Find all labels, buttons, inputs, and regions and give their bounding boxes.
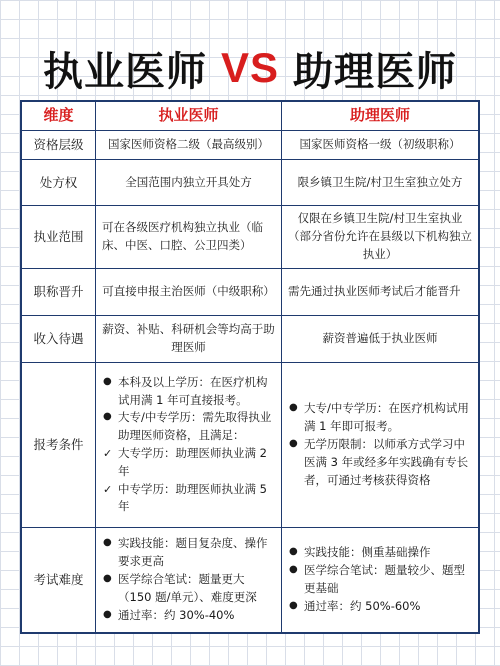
cell-a [96, 528, 282, 632]
check-icon: ✓ [103, 447, 113, 460]
header-row [22, 102, 478, 130]
list-item-text: 大专/中专学历：需先取得执业助理医师资格，且满足： [118, 410, 272, 443]
table-row [22, 315, 478, 362]
list-item-text: 通过率：约 50%-60% [304, 598, 421, 613]
cell-b: 限乡镇卫生院/村卫生室独立处方 [297, 174, 463, 189]
cell-b [282, 528, 478, 632]
bullet-icon: ● [103, 573, 112, 585]
title-left: 执业医师 [42, 48, 207, 95]
list-item-text: 医学综合笔试：题量较少、题型更基础 [304, 563, 465, 595]
row-label: 职称晋升 [22, 269, 96, 315]
bullet-icon: ● [103, 375, 112, 387]
header-col2: 助理医师 [349, 106, 410, 125]
bullet-list [102, 535, 275, 624]
list-item-text: 无学历限制：以师承方式学习中医满 3 年或经多年实践确有专长者，可通过考核获得资格 [304, 437, 469, 487]
bullet-icon: ● [289, 402, 298, 414]
cell-b [282, 363, 478, 527]
row-label: 考试难度 [22, 528, 96, 632]
check-icon: ✓ [103, 482, 113, 496]
bullet-icon: ● [289, 564, 298, 576]
cell-a: 可直接申报主治医师（中级职称） [96, 269, 282, 315]
bullet-list [102, 374, 275, 517]
list-item [288, 400, 472, 436]
list-item [288, 598, 472, 616]
bullet-icon: ● [103, 608, 112, 620]
list-item [102, 607, 275, 625]
list-item [102, 374, 275, 410]
cell-b: 国家医师资格一级（初级职称） [299, 137, 461, 152]
list-item-text: 医学综合笔试：题量更大（150 题/单元）、难度更深 [118, 572, 257, 604]
header-dim: 维度 [22, 102, 96, 130]
list-item [288, 544, 472, 562]
bullet-list [288, 544, 472, 615]
list-item [288, 562, 472, 598]
list-item-text: 中专学历：助理医师执业满 5 年 [118, 481, 267, 514]
page-title [0, 38, 500, 98]
cell-b: 需先通过执业医师考试后才能晋升 [288, 284, 461, 299]
cell-b: 仅限在乡镇卫生院/村卫生室执业（部分省份允许在县级以下机构独立执业） [288, 211, 472, 261]
list-item [102, 481, 275, 517]
cell-a: 国家医师资格二级（最高级别） [96, 131, 282, 159]
list-item-text: 通过率：约 30%-40% [118, 607, 235, 622]
cell-a: 薪资、补贴、科研机会等均高于助理医师 [96, 316, 282, 362]
header-col1: 执业医师 [96, 102, 282, 130]
bullet-icon: ● [289, 599, 298, 611]
table-row [22, 130, 478, 159]
row-label: 报考条件 [22, 363, 96, 527]
title-vs: VS [220, 44, 280, 91]
row-label: 处方权 [22, 160, 96, 205]
table-row [22, 527, 478, 632]
bullet-icon: ● [289, 546, 298, 558]
row-label: 执业范围 [22, 206, 96, 268]
row-label: 资格层级 [22, 131, 96, 159]
cell-a: 全国范围内独立开具处方 [96, 160, 282, 205]
list-item [288, 436, 472, 489]
list-item [102, 571, 275, 607]
list-item-text: 本科及以上学历：在医疗机构试用满 1 年可直接报考。 [118, 374, 268, 407]
comparison-table [20, 100, 480, 634]
list-item [102, 535, 275, 571]
bullet-icon: ● [289, 438, 298, 450]
list-item [102, 409, 275, 445]
list-item-text: 实践技能：侧重基础操作 [304, 545, 431, 560]
title-right: 助理医师 [293, 48, 458, 95]
cell-a: 可在各级医疗机构独立执业（临床、中医、口腔、公卫四类） [96, 206, 282, 268]
table-row [22, 362, 478, 527]
bullet-icon: ● [103, 537, 112, 549]
list-item-text: 大专学历：助理医师执业满 2 年 [118, 446, 267, 478]
list-item [102, 445, 275, 481]
cell-a [96, 363, 282, 527]
bullet-icon: ● [103, 411, 112, 423]
list-item-text: 大专/中专学历：在医疗机构试用满 1 年即可报考。 [304, 401, 469, 434]
row-label: 收入待遇 [22, 316, 96, 362]
list-item-text: 实践技能：题目复杂度、操作要求更高 [118, 536, 268, 569]
table-row [22, 268, 478, 315]
table-row [22, 205, 478, 268]
bullet-list [288, 400, 472, 489]
cell-b: 薪资普遍低于执业医师 [322, 331, 438, 346]
table-row [22, 159, 478, 205]
